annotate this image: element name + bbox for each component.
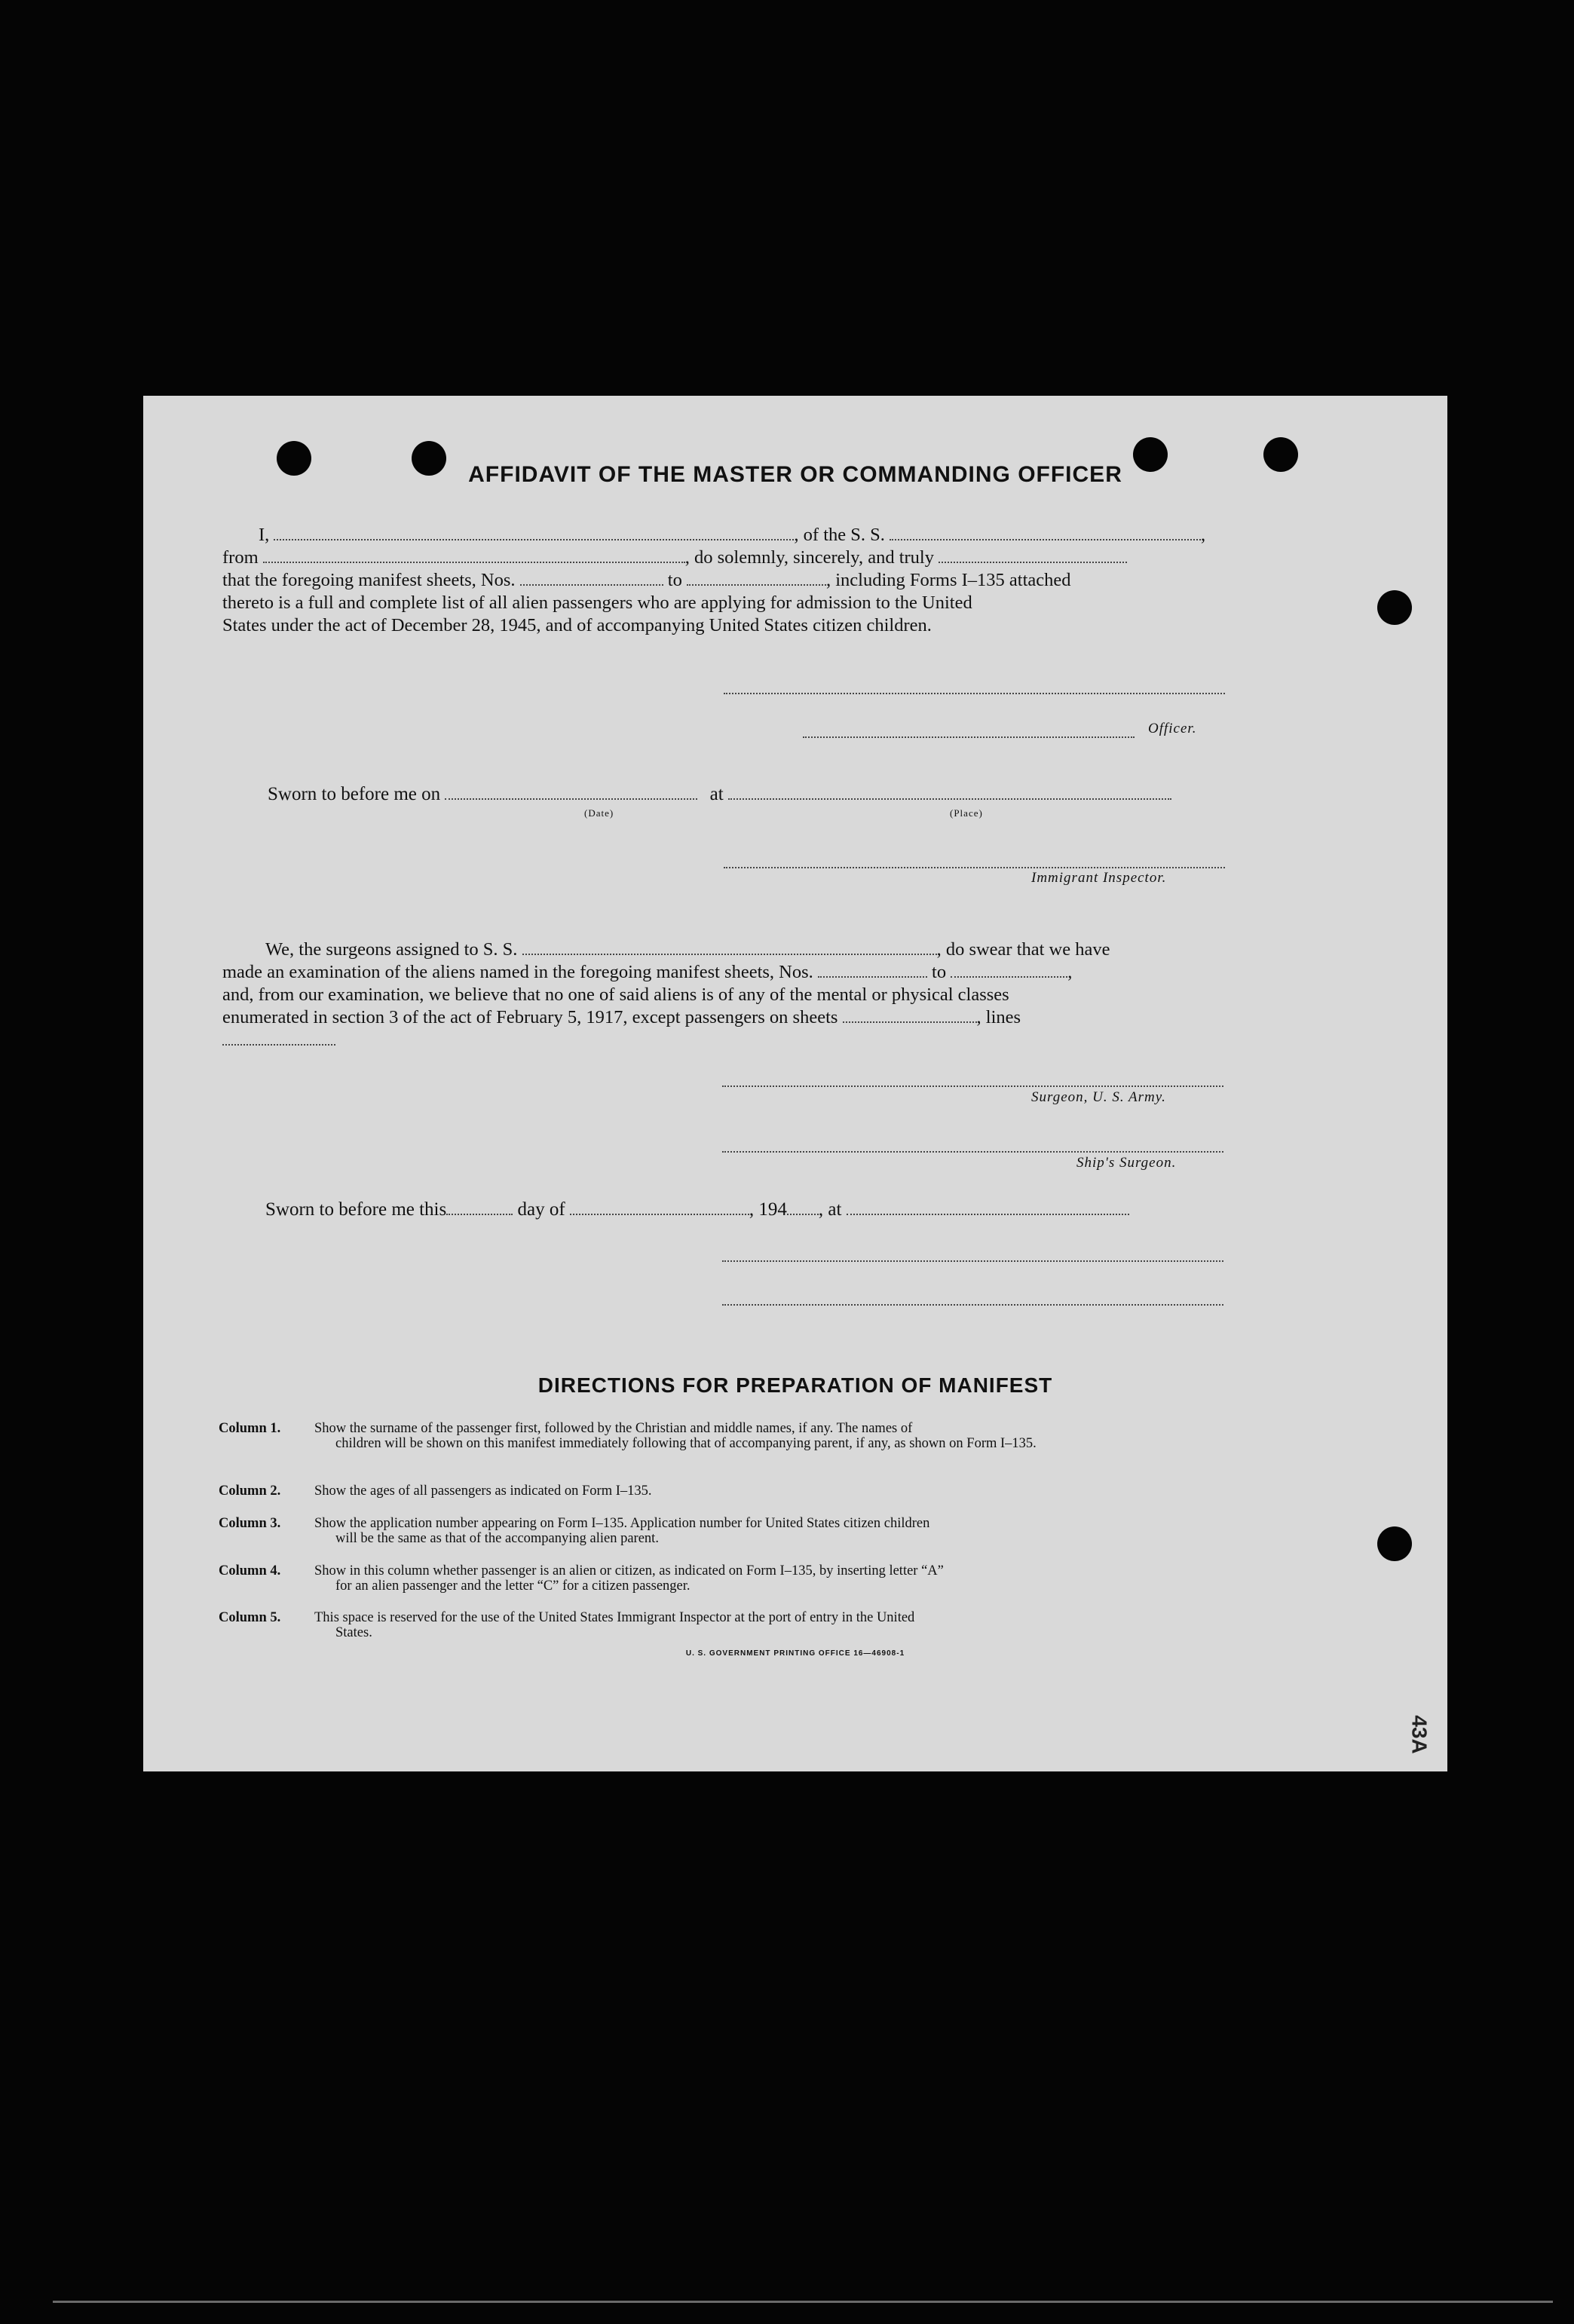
surgeons-line-3: and, from our examination, we believe that no one of said aliens is of any of the mental or physical classes <box>222 984 1009 1005</box>
sworn-statement-1: Sworn to before me on at <box>268 783 1171 805</box>
scan-edge-line <box>53 2301 1553 2303</box>
sheets-to-field[interactable] <box>687 569 826 586</box>
page-stamp: 43A <box>1407 1715 1432 1754</box>
punch-hole <box>1377 1526 1412 1561</box>
surgeons-ship-field[interactable] <box>522 938 937 955</box>
surgeons-sheets-from-field[interactable] <box>818 961 927 978</box>
affidavit-line-5: States under the act of December 28, 1945, and of accompanying United States citizen children. <box>222 615 932 635</box>
inspector-label: Immigrant Inspector. <box>1031 870 1167 886</box>
surgeons-line-4: enumerated in section 3 of the act of February 5, 1917, except passengers on sheets , lines <box>222 1007 1021 1027</box>
surgeons-sheets-to-field[interactable] <box>951 961 1067 978</box>
ship-name-field[interactable] <box>890 524 1201 540</box>
except-lines-field[interactable] <box>222 1029 335 1046</box>
officer-signature-line-2[interactable] <box>722 1260 1223 1262</box>
surgeons-line-1: We, the surgeons assigned to S. S. , do swear that we have <box>265 939 1110 960</box>
manifest-page <box>143 396 1447 1771</box>
affidavit-line-1: I, , of the S. S. , <box>259 525 1206 545</box>
except-sheets-field[interactable] <box>843 1006 977 1023</box>
directions-title: DIRECTIONS FOR PREPARATION OF MANIFEST <box>537 1373 1053 1397</box>
sheets-from-field[interactable] <box>520 569 663 586</box>
from-port-field[interactable] <box>263 547 685 563</box>
sworn-year-field[interactable] <box>787 1199 819 1215</box>
surgeons-paragraph <box>222 938 1372 1052</box>
direction-column-1: Column 1. Show the surname of the passenger first, followed by the Christian and middle names, if any. The names of children will be shown on this manifest immediately following that of accompanying parent, if any, as shown on Form I–135. <box>219 1421 1037 1451</box>
punch-hole <box>1377 590 1412 625</box>
army-surgeon-signature-line[interactable] <box>722 1085 1223 1087</box>
affidavit-line-2: from , do solemnly, sincerely, and truly <box>222 547 1372 569</box>
master-signature-line[interactable] <box>724 693 1225 694</box>
officer-signature-line[interactable] <box>803 736 1135 738</box>
direction-column-4: Column 4. Show in this column whether passenger is an alien or citizen, as indicated on Form I–135, by inserting letter “A” for an alien passenger and the letter “C” for a citizen passenger. <box>219 1563 944 1594</box>
affidavit-title: AFFIDAVIT OF THE MASTER OR COMMANDING OFFICER <box>468 462 1122 487</box>
direction-column-2: Column 2. Show the ages of all passengers as indicated on Form I–135. <box>219 1484 652 1499</box>
sworn-statement-2: Sworn to before me this day of , 194 , at <box>265 1199 1129 1220</box>
officer-signature-line-3[interactable] <box>722 1304 1223 1306</box>
printing-office-footer: U. S. GOVERNMENT PRINTING OFFICE 16—46908-1 <box>685 1649 905 1658</box>
master-name-field[interactable] <box>274 524 794 540</box>
surgeons-line-5 <box>222 1029 1372 1052</box>
sworn-place-field[interactable] <box>728 783 1171 800</box>
place-label: (Place) <box>950 807 983 819</box>
inspector-signature-line[interactable] <box>724 867 1225 868</box>
affidavit-paragraph <box>222 524 1372 637</box>
date-label: (Date) <box>584 807 614 819</box>
direction-column-3: Column 3. Show the application number appearing on Form I–135. Application number for United States citizen children will be the same as that of the accompanying alien parent. <box>219 1516 930 1546</box>
ship-surgeon-label: Ship's Surgeon. <box>1076 1155 1177 1171</box>
affidavit-line-3: that the foregoing manifest sheets, Nos. to , including Forms I–135 attached <box>222 570 1071 590</box>
truly-field[interactable] <box>939 547 1127 563</box>
sworn-day-field[interactable] <box>446 1199 513 1215</box>
sworn-date-field[interactable] <box>445 783 697 800</box>
surgeons-line-2: made an examination of the aliens named in the foregoing manifest sheets, Nos. to , <box>222 962 1073 982</box>
sworn-month-field[interactable] <box>570 1199 749 1215</box>
ship-surgeon-signature-line[interactable] <box>722 1151 1223 1153</box>
affidavit-line-4: thereto is a full and complete list of all alien passengers who are applying for admission to the United <box>222 592 972 613</box>
army-surgeon-label: Surgeon, U. S. Army. <box>1031 1089 1166 1105</box>
sworn-at-field[interactable] <box>847 1199 1129 1215</box>
officer-label: Officer. <box>1148 721 1197 736</box>
direction-column-5: Column 5. This space is reserved for the use of the United States Immigrant Inspector at the port of entry in the United States. <box>219 1610 915 1640</box>
